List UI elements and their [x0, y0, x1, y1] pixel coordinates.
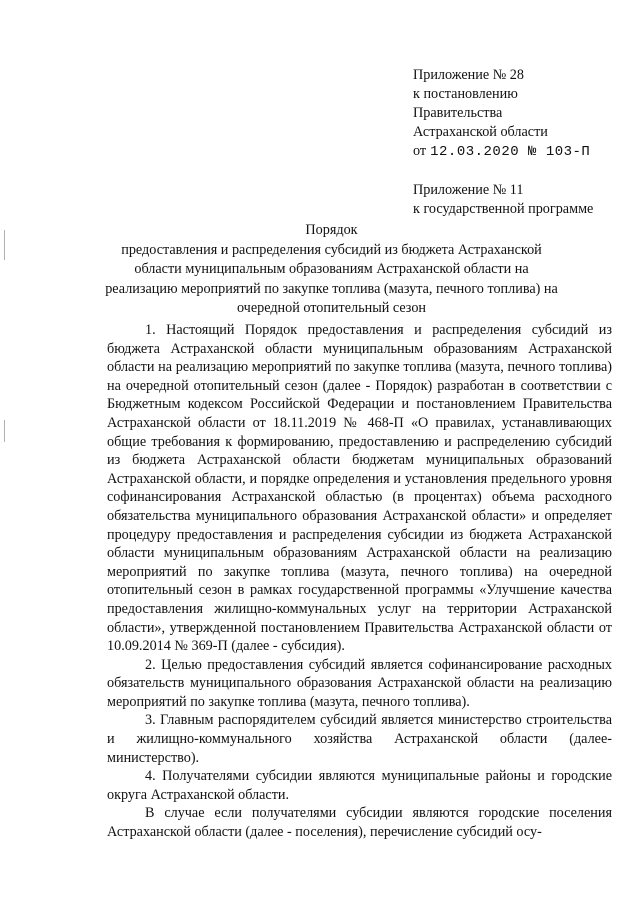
paragraph-1: 1. Настоящий Порядок предоставления и распределения субсидий из бюджета Астраханской области муниципальным образованиям Астраханской области на реализацию мероприятий по закупке топлива (мазута, печного топлива) на очередной отопительный сезон (далее - Порядок) разработан в соответствии с Бюджетным кодексом Российской Федерации и постановлением Правительства Астраханской области от 18.11.2019 № 468-П «О правилах, устанавливающих общие требования к формированию, предоставлению и распределению субсидий из бюджета Астраханской области бюджетам муниципальных образований Астраханской области, и порядке определения и установления предельного уровня софинансирования Астраханской областью (в процентах) объема расходного обязательства муниципального образования Астраханской области» и определяет процедуру предоставления и распределения субсидии из бюджета Астраханской области муниципальным образованиям Астраханской области на реализацию мероприятий по закупке топлива (мазута, печного топлива) на очередной отопительный сезон в рамках государственной программы «Улучшение качества предоставления жилищно-коммунальных услуг на территории Астраханской области», утвержденной постановлением Правительства Астраханской области от 10.09.2014 № 369-П (далее - субсидия). [107, 322, 612, 655]
paragraph-5: В случае если получателями субсидии являются городские поселения Астраханской области (далее - поселения), перечисление субсидий осу- [107, 805, 612, 841]
approval-block [413, 66, 633, 219]
date-prefix: от [413, 143, 427, 159]
region-ref: Астраханской области [413, 124, 548, 140]
government-ref: Правительства [413, 105, 503, 121]
spacer [413, 162, 633, 181]
resolution-ref: к постановлению [413, 86, 518, 102]
title-subtitle: предоставления и распределения субсидий из бюджета Астраханской области муниципальным образованиям Астраханской области на реализацию мероприятий по закупке топлива (мазута, печного топлива) на очередной отопительный сезон [105, 241, 558, 316]
paragraph-2: 2. Целью предоставления субсидий является софинансирование расходных обязательств муниципального образования Астраханской области на реализацию мероприятий по закупке топлива (мазута, печного топлива). [107, 656, 612, 710]
paragraph-4: 4. Получателями субсидии являются муниципальные районы и городские округа Астраханской области. [107, 768, 612, 803]
scan-edge-mark [4, 230, 5, 260]
program-ref: к государственной программе [413, 201, 594, 217]
program-appendix-number: Приложение № 11 [413, 182, 524, 198]
appendix-number: Приложение № 28 [413, 67, 524, 83]
document-body [107, 321, 612, 842]
paragraph-3: 3. Главным распорядителем субсидий является министерство строительства и жилищно-коммунального хозяйства Астраханской области (далее-министерство). [107, 712, 612, 766]
scan-edge-mark [4, 420, 5, 442]
title-main: Порядок [305, 222, 358, 238]
resolution-date-number: 12.03.2020 № 103-П [430, 144, 591, 160]
resolution-date-line [413, 142, 633, 162]
document-title [100, 221, 563, 319]
